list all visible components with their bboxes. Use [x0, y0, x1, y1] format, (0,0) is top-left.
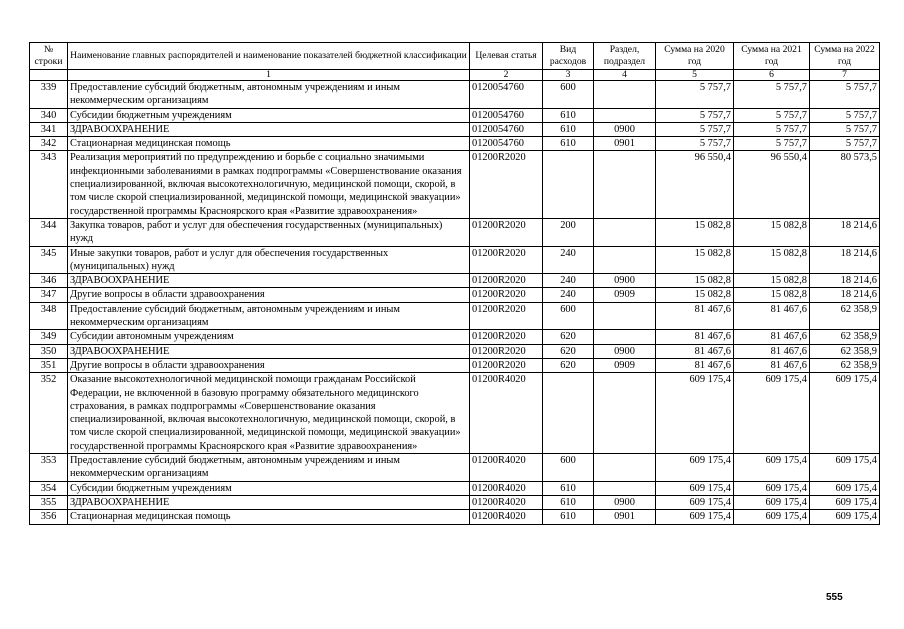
sum-2021-cell: 609 175,4	[734, 510, 810, 524]
row-number-cell: 341	[30, 122, 68, 136]
table-row	[30, 274, 880, 288]
target-article-cell: 01200R2020	[470, 274, 543, 288]
sum-2021-cell: 609 175,4	[734, 481, 810, 495]
header-expense-type: Вид расходов	[543, 43, 594, 70]
expense-type-cell: 610	[543, 137, 594, 151]
name-cell: Субсидии бюджетным учреждениям	[68, 481, 470, 495]
sum-2020-cell: 609 175,4	[656, 510, 734, 524]
sum-2020-cell: 81 467,6	[656, 344, 734, 358]
sum-2022-cell: 5 757,7	[810, 137, 880, 151]
row-number-cell: 343	[30, 151, 68, 218]
row-number-cell: 353	[30, 454, 68, 482]
table-row	[30, 137, 880, 151]
table-row	[30, 302, 880, 330]
section-cell: 0900	[594, 122, 656, 136]
expense-type-cell: 620	[543, 344, 594, 358]
row-number-cell: 342	[30, 137, 68, 151]
header-name: Наименование главных распорядителей и наименование показателей бюджетной классификации	[68, 43, 470, 70]
column-number: 1	[68, 70, 470, 81]
expense-type-cell: 620	[543, 358, 594, 372]
target-article-cell: 01200R4020	[470, 373, 543, 454]
name-cell: Субсидии бюджетным учреждениям	[68, 108, 470, 122]
target-article-cell: 0120054760	[470, 81, 543, 109]
sum-2021-cell: 5 757,7	[734, 81, 810, 109]
table-body	[30, 81, 880, 525]
sum-2020-cell: 15 082,8	[656, 218, 734, 246]
name-cell: Стационарная медицинская помощь	[68, 510, 470, 524]
sum-2022-cell: 5 757,7	[810, 81, 880, 109]
table-row	[30, 373, 880, 454]
expense-type-cell: 610	[543, 108, 594, 122]
sum-2020-cell: 15 082,8	[656, 246, 734, 274]
sum-2022-cell: 18 214,6	[810, 274, 880, 288]
sum-2021-cell: 15 082,8	[734, 288, 810, 302]
target-article-cell: 0120054760	[470, 137, 543, 151]
sum-2022-cell: 18 214,6	[810, 218, 880, 246]
sum-2022-cell: 5 757,7	[810, 122, 880, 136]
sum-2021-cell: 609 175,4	[734, 495, 810, 509]
row-number-cell: 351	[30, 358, 68, 372]
budget-table	[29, 42, 880, 525]
expense-type-cell: 610	[543, 510, 594, 524]
target-article-cell: 0120054760	[470, 122, 543, 136]
sum-2022-cell: 609 175,4	[810, 454, 880, 482]
section-cell	[594, 373, 656, 454]
column-number: 5	[656, 70, 734, 81]
sum-2021-cell: 15 082,8	[734, 218, 810, 246]
expense-type-cell: 600	[543, 302, 594, 330]
sum-2022-cell: 62 358,9	[810, 344, 880, 358]
name-cell: Предоставление субсидий бюджетным, автономным учреждениям и иным некоммерческим организациям	[68, 302, 470, 330]
section-cell	[594, 246, 656, 274]
header-row-number: № строки	[30, 43, 68, 70]
name-cell: Иные закупки товаров, работ и услуг для обеспечения государственных (муниципальных) нужд	[68, 246, 470, 274]
target-article-cell: 01200R2020	[470, 218, 543, 246]
target-article-cell: 01200R2020	[470, 246, 543, 274]
section-cell	[594, 108, 656, 122]
target-article-cell: 01200R4020	[470, 481, 543, 495]
sum-2020-cell: 5 757,7	[656, 122, 734, 136]
header-sum-2020: Сумма на 2020 год	[656, 43, 734, 70]
sum-2020-cell: 15 082,8	[656, 288, 734, 302]
table-row	[30, 218, 880, 246]
name-cell: Реализация мероприятий по предупреждению и борьбе с социально значимыми инфекционными заболеваниями в рамках подпрограммы «Совершенствование оказания специализированной, включая высокотехнологичную, медицинской помощи, скорой, в том числе скорой специализированной, медицинской помощи, медицинской эвакуации» государственной программы Красноярского края «Развитие здравоохранения»	[68, 151, 470, 218]
header-section: Раздел, подраздел	[594, 43, 656, 70]
sum-2021-cell: 81 467,6	[734, 344, 810, 358]
section-cell: 0900	[594, 274, 656, 288]
target-article-cell: 01200R2020	[470, 344, 543, 358]
name-cell: ЗДРАВООХРАНЕНИЕ	[68, 122, 470, 136]
name-cell: ЗДРАВООХРАНЕНИЕ	[68, 274, 470, 288]
column-number: 3	[543, 70, 594, 81]
table-row	[30, 495, 880, 509]
column-number-row	[30, 70, 880, 81]
expense-type-cell: 600	[543, 454, 594, 482]
target-article-cell: 01200R2020	[470, 302, 543, 330]
name-cell: Стационарная медицинская помощь	[68, 137, 470, 151]
sum-2022-cell: 609 175,4	[810, 495, 880, 509]
expense-type-cell: 620	[543, 330, 594, 344]
sum-2021-cell: 81 467,6	[734, 358, 810, 372]
target-article-cell: 01200R2020	[470, 151, 543, 218]
expense-type-cell: 610	[543, 481, 594, 495]
sum-2022-cell: 18 214,6	[810, 288, 880, 302]
column-number: 2	[470, 70, 543, 81]
name-cell: Предоставление субсидий бюджетным, автономным учреждениям и иным некоммерческим организациям	[68, 454, 470, 482]
expense-type-cell: 240	[543, 246, 594, 274]
expense-type-cell: 610	[543, 495, 594, 509]
sum-2022-cell: 62 358,9	[810, 330, 880, 344]
sum-2020-cell: 5 757,7	[656, 137, 734, 151]
expense-type-cell: 200	[543, 218, 594, 246]
sum-2021-cell: 609 175,4	[734, 373, 810, 454]
name-cell: Закупка товаров, работ и услуг для обеспечения государственных (муниципальных) нужд	[68, 218, 470, 246]
sum-2020-cell: 81 467,6	[656, 302, 734, 330]
table-row	[30, 344, 880, 358]
row-number-cell: 355	[30, 495, 68, 509]
target-article-cell: 01200R2020	[470, 358, 543, 372]
table-row	[30, 481, 880, 495]
sum-2021-cell: 15 082,8	[734, 246, 810, 274]
name-cell: Другие вопросы в области здравоохранения	[68, 288, 470, 302]
column-number: 6	[734, 70, 810, 81]
name-cell: ЗДРАВООХРАНЕНИЕ	[68, 344, 470, 358]
target-article-cell: 01200R2020	[470, 330, 543, 344]
sum-2021-cell: 81 467,6	[734, 302, 810, 330]
section-cell	[594, 151, 656, 218]
section-cell: 0901	[594, 510, 656, 524]
target-article-cell: 0120054760	[470, 108, 543, 122]
table-row	[30, 81, 880, 109]
row-number-cell: 346	[30, 274, 68, 288]
target-article-cell: 01200R4020	[470, 454, 543, 482]
section-cell: 0900	[594, 495, 656, 509]
sum-2021-cell: 15 082,8	[734, 274, 810, 288]
name-cell: Оказание высокотехнологичной медицинской помощи гражданам Российской Федерации, не включенной в базовую программу обязательного медицинского страхования, в рамках подпрограммы «Совершенствование оказания специализированной, включая высокотехнологичную, медицинской помощи, скорой, в том числе скорой специализированной, медицинской помощи, медицинской эвакуации» государственной программы Красноярского края «Развитие здравоохранения»	[68, 373, 470, 454]
table-row	[30, 288, 880, 302]
sum-2020-cell: 609 175,4	[656, 481, 734, 495]
sum-2022-cell: 609 175,4	[810, 510, 880, 524]
column-number	[30, 70, 68, 81]
sum-2022-cell: 18 214,6	[810, 246, 880, 274]
sum-2020-cell: 609 175,4	[656, 495, 734, 509]
row-number-cell: 347	[30, 288, 68, 302]
sum-2021-cell: 5 757,7	[734, 108, 810, 122]
section-cell	[594, 81, 656, 109]
sum-2020-cell: 96 550,4	[656, 151, 734, 218]
sum-2020-cell: 81 467,6	[656, 330, 734, 344]
sum-2022-cell: 609 175,4	[810, 481, 880, 495]
sum-2021-cell: 5 757,7	[734, 137, 810, 151]
table-row	[30, 151, 880, 218]
header-sum-2022: Сумма на 2022 год	[810, 43, 880, 70]
sum-2022-cell: 5 757,7	[810, 108, 880, 122]
row-number-cell: 340	[30, 108, 68, 122]
header-sum-2021: Сумма на 2021 год	[734, 43, 810, 70]
sum-2020-cell: 609 175,4	[656, 454, 734, 482]
table-row	[30, 510, 880, 524]
name-cell: Субсидии автономным учреждениям	[68, 330, 470, 344]
sum-2022-cell: 62 358,9	[810, 302, 880, 330]
expense-type-cell	[543, 151, 594, 218]
section-cell: 0900	[594, 344, 656, 358]
name-cell: Предоставление субсидий бюджетным, автономным учреждениям и иным некоммерческим организациям	[68, 81, 470, 109]
section-cell	[594, 330, 656, 344]
row-number-cell: 345	[30, 246, 68, 274]
sum-2022-cell: 62 358,9	[810, 358, 880, 372]
table-row	[30, 246, 880, 274]
section-cell: 0909	[594, 288, 656, 302]
row-number-cell: 339	[30, 81, 68, 109]
expense-type-cell: 610	[543, 122, 594, 136]
section-cell	[594, 481, 656, 495]
expense-type-cell	[543, 373, 594, 454]
section-cell	[594, 218, 656, 246]
column-number: 7	[810, 70, 880, 81]
sum-2022-cell: 80 573,5	[810, 151, 880, 218]
sum-2020-cell: 609 175,4	[656, 373, 734, 454]
row-number-cell: 350	[30, 344, 68, 358]
row-number-cell: 356	[30, 510, 68, 524]
expense-type-cell: 240	[543, 288, 594, 302]
row-number-cell: 349	[30, 330, 68, 344]
row-number-cell: 352	[30, 373, 68, 454]
table-row	[30, 108, 880, 122]
section-cell: 0901	[594, 137, 656, 151]
sum-2021-cell: 5 757,7	[734, 122, 810, 136]
sum-2020-cell: 15 082,8	[656, 274, 734, 288]
table-row	[30, 454, 880, 482]
table-row	[30, 330, 880, 344]
name-cell: ЗДРАВООХРАНЕНИЕ	[68, 495, 470, 509]
expense-type-cell: 240	[543, 274, 594, 288]
row-number-cell: 354	[30, 481, 68, 495]
table-header-row	[30, 43, 880, 70]
row-number-cell: 344	[30, 218, 68, 246]
sum-2022-cell: 609 175,4	[810, 373, 880, 454]
page-number: 555	[826, 592, 843, 603]
section-cell: 0909	[594, 358, 656, 372]
target-article-cell: 01200R2020	[470, 288, 543, 302]
row-number-cell: 348	[30, 302, 68, 330]
sum-2021-cell: 81 467,6	[734, 330, 810, 344]
sum-2021-cell: 609 175,4	[734, 454, 810, 482]
sum-2021-cell: 96 550,4	[734, 151, 810, 218]
section-cell	[594, 302, 656, 330]
column-number: 4	[594, 70, 656, 81]
target-article-cell: 01200R4020	[470, 495, 543, 509]
section-cell	[594, 454, 656, 482]
sum-2020-cell: 81 467,6	[656, 358, 734, 372]
sum-2020-cell: 5 757,7	[656, 108, 734, 122]
table-row	[30, 122, 880, 136]
sum-2020-cell: 5 757,7	[656, 81, 734, 109]
expense-type-cell: 600	[543, 81, 594, 109]
name-cell: Другие вопросы в области здравоохранения	[68, 358, 470, 372]
table-row	[30, 358, 880, 372]
target-article-cell: 01200R4020	[470, 510, 543, 524]
header-target-article: Целевая статья	[470, 43, 543, 70]
